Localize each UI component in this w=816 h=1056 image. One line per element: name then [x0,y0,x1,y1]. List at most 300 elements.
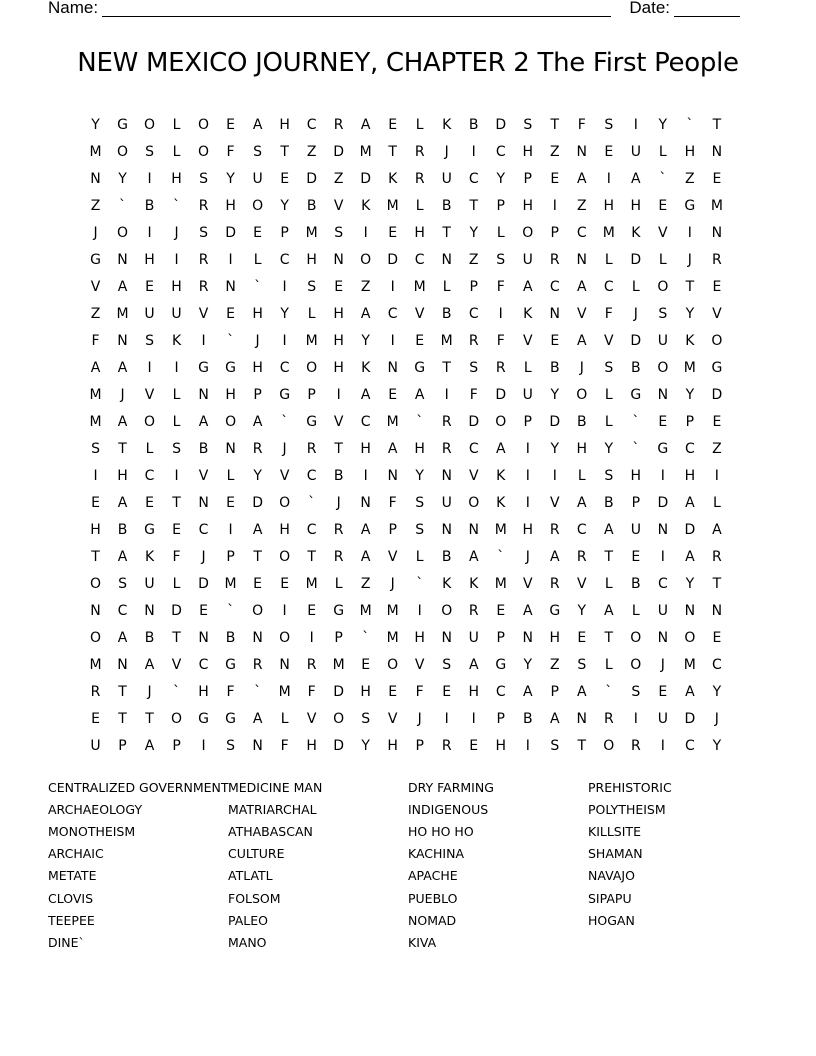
grid-letter[interactable]: T [307,548,316,565]
grid-letter[interactable]: I [390,332,395,349]
grid-letter[interactable]: F [172,548,181,565]
grid-letter[interactable]: I [660,737,665,754]
grid-letter[interactable]: E [550,170,560,187]
grid-letter[interactable]: O [333,710,345,727]
grid-letter[interactable]: H [576,440,588,457]
grid-letter[interactable]: U [522,386,533,403]
grid-letter[interactable]: N [522,629,533,646]
grid-letter[interactable]: Z [360,278,371,295]
grid-letter[interactable]: V [90,278,101,295]
grid-letter[interactable]: O [522,224,534,241]
grid-letter[interactable]: I [660,467,665,484]
grid-letter[interactable]: N [441,629,452,646]
grid-letter[interactable]: O [279,629,291,646]
grid-letter[interactable]: M [305,575,318,592]
grid-letter[interactable]: E [91,710,100,727]
grid-letter[interactable]: N [117,656,128,673]
grid-letter[interactable]: G [90,251,101,268]
grid-letter[interactable]: G [657,440,669,457]
grid-letter[interactable]: K [496,467,506,484]
grid-letter[interactable]: Y [469,224,478,241]
grid-letter[interactable]: I [390,278,395,295]
grid-letter[interactable]: R [549,521,560,538]
grid-letter[interactable]: M [305,332,318,349]
grid-letter[interactable]: H [468,683,479,700]
grid-letter[interactable]: O [306,359,318,376]
grid-letter[interactable]: D [360,170,372,187]
grid-letter[interactable]: R [333,116,344,133]
grid-letter[interactable]: O [441,602,453,619]
grid-letter[interactable]: E [658,197,668,214]
grid-letter[interactable]: O [144,413,156,430]
grid-letter[interactable]: E [280,575,290,592]
grid-letter[interactable]: V [333,413,344,430]
grid-letter[interactable]: E [145,278,154,295]
grid-letter[interactable]: G [117,116,128,133]
grid-letter[interactable]: A [577,494,587,511]
grid-letter[interactable]: Z [468,251,479,268]
grid-letter[interactable]: O [576,386,588,403]
grid-letter[interactable]: B [144,629,155,646]
grid-letter[interactable]: S [604,116,614,133]
grid-letter[interactable]: V [306,710,317,727]
grid-letter[interactable]: ` [173,683,181,700]
grid-letter[interactable]: D [495,386,507,403]
grid-letter[interactable]: C [576,521,587,538]
grid-letter[interactable]: L [604,413,613,430]
grid-letter[interactable]: Y [253,467,262,484]
grid-letter[interactable]: N [468,521,479,538]
grid-letter[interactable]: O [684,629,696,646]
grid-letter[interactable]: ` [254,278,262,295]
grid-letter[interactable]: B [468,116,479,133]
grid-letter[interactable]: B [333,467,344,484]
grid-letter[interactable]: G [225,359,237,376]
grid-letter[interactable]: L [523,359,532,376]
grid-letter[interactable]: G [225,710,237,727]
grid-letter[interactable]: A [685,548,695,565]
grid-letter[interactable]: K [631,224,641,241]
grid-letter[interactable]: P [334,629,343,646]
grid-letter[interactable]: R [414,170,425,187]
grid-letter[interactable]: S [415,521,425,538]
grid-letter[interactable]: V [577,575,587,592]
grid-letter[interactable]: K [388,170,398,187]
grid-letter[interactable]: C [198,521,209,538]
grid-letter[interactable]: D [630,251,642,268]
grid-letter[interactable]: F [280,737,289,754]
grid-letter[interactable]: P [685,413,695,430]
grid-letter[interactable]: Y [604,440,614,457]
grid-letter[interactable]: I [525,467,530,484]
grid-letter[interactable]: E [226,116,236,133]
grid-letter[interactable]: A [198,413,209,430]
grid-letter[interactable]: S [604,467,614,484]
grid-letter[interactable]: R [198,197,209,214]
grid-letter[interactable]: H [684,467,696,484]
grid-letter[interactable]: T [577,737,587,754]
grid-letter[interactable]: I [471,710,476,727]
grid-letter[interactable]: D [630,332,642,349]
grid-letter[interactable]: I [174,251,179,268]
grid-letter[interactable]: D [333,683,345,700]
grid-letter[interactable]: I [660,548,665,565]
grid-letter[interactable]: E [280,170,290,187]
grid-letter[interactable]: L [496,224,505,241]
grid-letter[interactable]: L [604,386,613,403]
grid-letter[interactable]: B [576,413,587,430]
grid-letter[interactable]: K [496,494,506,511]
grid-letter[interactable]: G [306,413,318,430]
grid-letter[interactable]: B [198,440,209,457]
grid-letter[interactable]: U [657,332,668,349]
grid-letter[interactable]: V [522,332,533,349]
grid-letter[interactable]: U [630,521,641,538]
grid-letter[interactable]: S [307,278,317,295]
grid-letter[interactable]: O [279,548,291,565]
grid-letter[interactable]: R [333,521,344,538]
grid-letter[interactable]: C [117,602,128,619]
grid-letter[interactable]: N [198,386,209,403]
grid-letter[interactable]: J [120,386,125,403]
grid-letter[interactable]: E [253,224,263,241]
grid-letter[interactable]: U [90,737,101,754]
grid-letter[interactable]: ` [227,332,235,349]
grid-letter[interactable]: Y [523,656,533,673]
grid-letter[interactable]: E [388,224,398,241]
grid-letter[interactable]: S [199,170,209,187]
grid-letter[interactable]: A [685,494,695,511]
grid-letter[interactable]: A [360,116,371,133]
grid-letter[interactable]: L [172,413,181,430]
grid-letter[interactable]: H [684,143,696,160]
grid-letter[interactable]: Y [280,197,289,214]
grid-letter[interactable]: Z [306,143,317,160]
grid-letter[interactable]: E [226,494,236,511]
grid-letter[interactable]: H [522,521,534,538]
grid-letter[interactable]: Y [685,305,695,322]
grid-letter[interactable]: A [604,521,614,538]
grid-letter[interactable]: N [657,629,669,646]
grid-letter[interactable]: A [631,170,641,187]
grid-letter[interactable]: D [171,602,182,619]
grid-letter[interactable]: M [386,413,399,430]
grid-letter[interactable]: H [414,440,425,457]
grid-letter[interactable]: N [549,305,561,322]
grid-letter[interactable]: D [684,710,696,727]
grid-letter[interactable]: O [225,413,237,430]
grid-letter[interactable]: U [441,170,452,187]
grid-letter[interactable]: J [714,710,719,727]
grid-letter[interactable]: N [711,602,723,619]
grid-letter[interactable]: N [711,224,723,241]
grid-letter[interactable]: Y [415,467,424,484]
grid-letter[interactable]: J [633,305,638,322]
grid-letter[interactable]: M [89,143,102,160]
grid-letter[interactable]: K [442,575,452,592]
grid-letter[interactable]: N [198,494,209,511]
grid-letter[interactable]: L [577,467,586,484]
grid-letter[interactable]: C [144,467,155,484]
grid-letter[interactable]: L [226,467,235,484]
grid-letter[interactable]: P [469,278,478,295]
grid-letter[interactable]: R [549,251,560,268]
grid-letter[interactable]: B [306,197,317,214]
grid-letter[interactable]: B [441,548,452,565]
grid-letter[interactable]: H [252,359,263,376]
grid-letter[interactable]: A [712,521,722,538]
grid-letter[interactable]: ` [632,413,640,430]
grid-letter[interactable]: H [360,683,371,700]
grid-letter[interactable]: H [414,224,425,241]
grid-letter[interactable]: H [333,332,344,349]
grid-letter[interactable]: O [171,710,183,727]
grid-letter[interactable]: J [579,359,584,376]
grid-letter[interactable]: R [252,656,263,673]
grid-letter[interactable]: S [172,440,181,457]
grid-letter[interactable]: J [417,710,422,727]
grid-letter[interactable]: N [441,251,452,268]
grid-letter[interactable]: ` [686,116,694,133]
grid-letter[interactable]: I [147,224,152,241]
grid-letter[interactable]: V [333,197,344,214]
grid-letter[interactable]: H [279,521,290,538]
grid-letter[interactable]: K [361,197,371,214]
grid-letter[interactable]: R [712,251,722,268]
grid-letter[interactable]: H [90,521,101,538]
grid-letter[interactable]: E [712,278,722,295]
grid-letter[interactable]: E [415,332,425,349]
grid-letter[interactable]: M [386,629,399,646]
grid-letter[interactable]: V [549,494,560,511]
grid-letter[interactable]: Y [550,386,560,403]
grid-letter[interactable]: C [495,143,506,160]
grid-letter[interactable]: T [685,278,695,295]
grid-letter[interactable]: V [171,656,182,673]
grid-letter[interactable]: B [631,359,641,376]
grid-letter[interactable]: I [228,521,233,538]
grid-letter[interactable]: B [441,197,452,214]
grid-letter[interactable]: H [630,467,642,484]
grid-letter[interactable]: D [252,494,263,511]
grid-letter[interactable]: J [660,656,665,673]
grid-letter[interactable]: J [525,548,530,565]
grid-letter[interactable]: O [144,116,156,133]
grid-letter[interactable]: C [468,170,479,187]
grid-letter[interactable]: A [495,440,506,457]
grid-letter[interactable]: I [525,494,530,511]
grid-letter[interactable]: L [442,278,451,295]
grid-letter[interactable]: Y [91,116,100,133]
grid-letter[interactable]: M [683,656,696,673]
grid-letter[interactable]: Z [549,656,560,673]
grid-letter[interactable]: H [630,197,642,214]
date-blank-line[interactable] [674,0,740,17]
grid-letter[interactable]: G [198,359,209,376]
grid-letter[interactable]: V [387,548,398,565]
grid-letter[interactable]: R [712,548,722,565]
grid-letter[interactable]: Y [280,305,289,322]
grid-letter[interactable]: C [198,656,209,673]
grid-letter[interactable]: O [603,737,615,754]
grid-letter[interactable]: I [147,359,152,376]
grid-letter[interactable]: E [91,494,100,511]
grid-letter[interactable]: D [333,143,345,160]
grid-letter[interactable]: L [631,278,640,295]
grid-letter[interactable]: F [415,683,424,700]
grid-letter[interactable]: U [522,251,533,268]
grid-letter[interactable]: L [415,116,424,133]
grid-letter[interactable]: C [684,737,695,754]
grid-letter[interactable]: J [390,575,395,592]
grid-letter[interactable]: T [604,629,614,646]
grid-letter[interactable]: B [441,305,452,322]
grid-letter[interactable]: Z [576,197,587,214]
grid-letter[interactable]: S [604,359,614,376]
grid-letter[interactable]: P [496,710,505,727]
grid-letter[interactable]: Z [90,197,101,214]
grid-letter[interactable]: U [657,602,668,619]
grid-letter[interactable]: A [577,170,587,187]
grid-letter[interactable]: S [523,116,533,133]
grid-letter[interactable]: M [89,386,102,403]
grid-letter[interactable]: G [711,359,723,376]
grid-letter[interactable]: M [332,656,345,673]
grid-letter[interactable]: L [307,305,316,322]
grid-letter[interactable]: A [360,386,371,403]
grid-letter[interactable]: ` [308,494,316,511]
grid-letter[interactable]: ` [227,602,235,619]
grid-letter[interactable]: T [712,116,722,133]
grid-letter[interactable]: A [468,548,479,565]
grid-letter[interactable]: A [360,548,371,565]
grid-letter[interactable]: O [279,494,291,511]
grid-letter[interactable]: J [336,494,341,511]
grid-letter[interactable]: A [577,332,587,349]
grid-letter[interactable]: Y [550,440,560,457]
grid-letter[interactable]: L [172,386,181,403]
grid-letter[interactable]: D [468,413,480,430]
grid-letter[interactable]: A [360,521,371,538]
grid-letter[interactable]: N [279,656,290,673]
grid-letter[interactable]: F [91,332,100,349]
grid-letter[interactable]: A [117,494,128,511]
grid-letter[interactable]: L [604,251,613,268]
grid-letter[interactable]: P [253,386,262,403]
grid-letter[interactable]: H [171,170,182,187]
grid-letter[interactable]: D [306,170,318,187]
grid-letter[interactable]: ` [416,413,424,430]
grid-letter[interactable]: H [360,440,371,457]
grid-letter[interactable]: K [523,305,533,322]
grid-letter[interactable]: G [630,386,642,403]
grid-letter[interactable]: T [172,629,181,646]
grid-letter[interactable]: L [604,656,613,673]
grid-letter[interactable]: K [361,359,371,376]
grid-letter[interactable]: S [442,656,452,673]
grid-letter[interactable]: A [117,629,128,646]
grid-letter[interactable]: G [684,197,696,214]
grid-letter[interactable]: N [576,710,588,727]
grid-letter[interactable]: Y [496,170,506,187]
grid-letter[interactable]: O [468,494,480,511]
grid-letter[interactable]: S [118,575,127,592]
grid-letter[interactable]: B [631,575,641,592]
grid-letter[interactable]: M [494,521,507,538]
grid-letter[interactable]: N [252,737,263,754]
grid-letter[interactable]: A [522,278,533,295]
grid-letter[interactable]: I [336,386,341,403]
grid-letter[interactable]: J [147,683,152,700]
grid-letter[interactable]: R [441,413,452,430]
grid-letter[interactable]: U [171,305,182,322]
grid-letter[interactable]: I [525,737,530,754]
grid-letter[interactable]: E [631,548,641,565]
grid-letter[interactable]: H [252,305,263,322]
grid-letter[interactable]: C [684,440,695,457]
grid-letter[interactable]: ` [281,413,289,430]
grid-letter[interactable]: P [388,521,397,538]
grid-letter[interactable]: M [359,143,372,160]
grid-letter[interactable]: A [387,440,398,457]
grid-letter[interactable]: G [549,602,561,619]
grid-letter[interactable]: C [603,278,614,295]
grid-letter[interactable]: E [307,602,317,619]
grid-letter[interactable]: I [363,224,368,241]
grid-letter[interactable]: V [144,386,155,403]
grid-letter[interactable]: L [280,710,289,727]
grid-letter[interactable]: P [172,737,181,754]
grid-letter[interactable]: ` [659,170,667,187]
grid-letter[interactable]: Y [226,170,235,187]
grid-letter[interactable]: O [89,575,102,592]
grid-letter[interactable]: Y [712,683,722,700]
grid-letter[interactable]: T [604,548,614,565]
grid-letter[interactable]: A [144,737,155,754]
grid-letter[interactable]: R [495,359,506,376]
grid-letter[interactable]: A [549,710,560,727]
grid-letter[interactable]: M [89,413,102,430]
grid-letter[interactable]: Z [712,440,722,457]
grid-letter[interactable]: E [172,521,181,538]
grid-letter[interactable]: C [279,359,290,376]
grid-letter[interactable]: O [657,359,669,376]
grid-letter[interactable]: N [441,467,452,484]
grid-letter[interactable]: N [90,170,101,187]
grid-letter[interactable]: J [687,251,692,268]
grid-letter[interactable]: N [576,143,588,160]
grid-letter[interactable]: G [279,386,291,403]
grid-letter[interactable]: N [144,602,155,619]
grid-letter[interactable]: I [552,197,557,214]
grid-letter[interactable]: B [604,494,614,511]
grid-letter[interactable]: T [280,143,289,160]
grid-letter[interactable]: Y [361,332,370,349]
grid-letter[interactable]: S [658,305,668,322]
grid-letter[interactable]: N [711,143,723,160]
grid-letter[interactable]: I [471,143,476,160]
grid-letter[interactable]: F [577,116,586,133]
grid-letter[interactable]: A [144,656,155,673]
grid-letter[interactable]: C [360,413,371,430]
grid-letter[interactable]: M [89,656,102,673]
grid-letter[interactable]: ` [119,197,127,214]
grid-letter[interactable]: C [495,683,506,700]
grid-letter[interactable]: B [522,710,533,727]
grid-letter[interactable]: N [576,251,588,268]
grid-letter[interactable]: L [658,143,667,160]
grid-letter[interactable]: A [468,656,479,673]
